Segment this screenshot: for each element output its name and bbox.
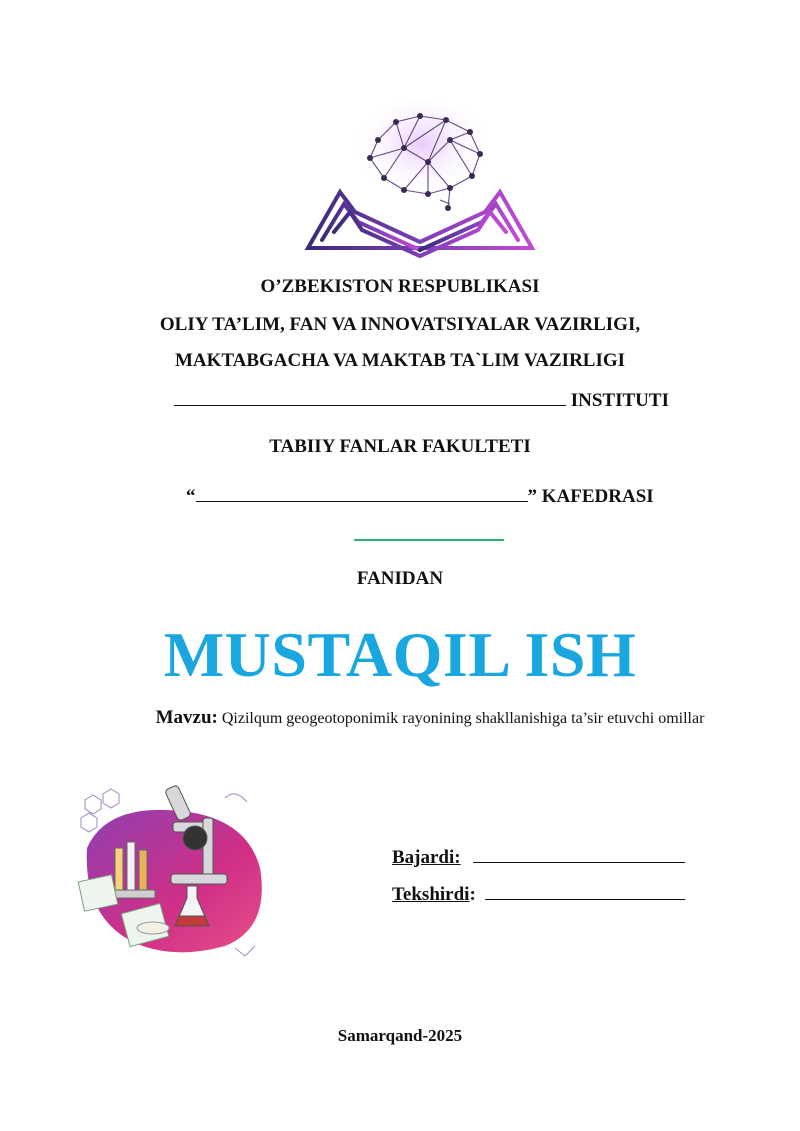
institute-suffix: INSTITUTI — [570, 390, 669, 411]
topic-text: Qizilqum geogeotoponimik rayonining shakllanishiga ta’sir etuvchi omillar — [221, 710, 705, 727]
checked-by-colon: : — [469, 884, 476, 905]
done-by-line — [392, 846, 685, 870]
ministry-heading-1: OLIY TA’LIM, FAN VA INNOVATSIYALAR VAZIRLIGI, — [159, 314, 641, 335]
laboratory-microscope-illustration — [75, 778, 275, 958]
topic-label: Mavzu: — [155, 707, 218, 728]
checked-by-line — [392, 883, 685, 907]
kafedra-suffix: ” KAFEDRASI — [527, 486, 654, 507]
checked-by-blank — [485, 883, 685, 900]
checked-by-label: Tekshirdi — [392, 884, 470, 905]
institute-blank — [174, 387, 566, 406]
brain-book-logo-icon — [300, 100, 540, 260]
faculty-heading: TABIIY FANLAR FAKULTETI — [269, 436, 531, 457]
topic-block — [130, 707, 730, 730]
kafedra-open-quote: “ — [186, 486, 196, 507]
ministry-heading-2: MAKTABGACHA VA MAKTAB TA`LIM VAZIRLIGI — [174, 350, 626, 371]
institute-line — [174, 387, 734, 412]
kafedra-line — [186, 483, 746, 508]
kafedra-blank — [196, 483, 528, 502]
done-by-blank — [473, 846, 685, 863]
done-by-label: Bajardi: — [392, 847, 461, 868]
country-heading: O’ZBEKISTON RESPUBLIKASI — [260, 276, 540, 297]
document-title: MUSTAQIL ISH — [163, 619, 637, 690]
subject-suffix: FANIDAN — [356, 568, 444, 589]
subject-blank-line — [354, 539, 504, 541]
footer-place-year: Samarqand-2025 — [337, 1026, 463, 1045]
